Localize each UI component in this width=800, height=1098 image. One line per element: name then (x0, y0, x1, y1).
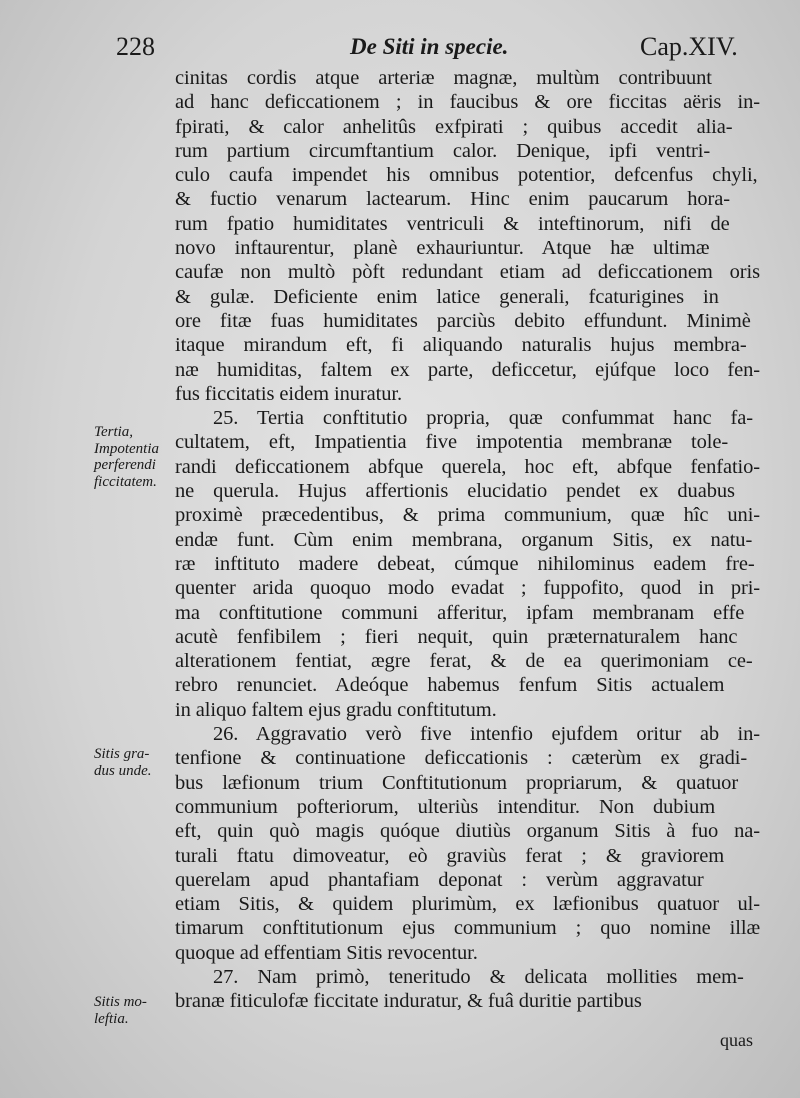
margin-note-tertia (94, 424, 178, 490)
text-line: ad hanc deficcationem ; in faucibus & ore ficcitas aëris in- (175, 91, 760, 114)
body-text (175, 66, 760, 1014)
margin-note-sitis-gradus (94, 746, 178, 779)
text-line: turali ftatu dimoveatur, eò graviùs ferat ; & graviorem (175, 844, 725, 867)
page-header (0, 28, 800, 68)
text-line: & fuctio venarum lactearum. Hinc enim paucarum hora- (175, 188, 731, 211)
text-line: quoque ad effentiam Sitis revocentur. (175, 941, 478, 964)
text-line: communium pofteriorum, ulteriùs intenditur. Non dubium (175, 795, 716, 818)
text-line: tenfione & continuatione deficcationis : cæterùm ex gradi- (175, 747, 748, 770)
text-line: ræ inftituto madere debeat, cúmque nihilominus eadem fre- (175, 552, 755, 575)
text-line: & gulæ. Deficiente enim latice generali, fcaturigines in (175, 285, 719, 308)
text-line: etiam Sitis, & quidem plurimùm, ex læfionibus quatuor ul- (175, 893, 760, 916)
text-line: itaque mirandum eft, fi aliquando naturalis hujus membra- (175, 334, 747, 357)
text-line: timarum conftitutionum ejus communium ; quo nomine illæ (175, 917, 761, 940)
text-line: acutè fenfibilem ; fieri nequit, quin præternaturalem hanc (175, 625, 738, 648)
running-head: De Siti in specie. (350, 34, 509, 59)
text-line: quenter arida quoquo modo evadat ; fuppofito, quod in pri- (175, 577, 761, 600)
text-line: ore fitæ fuas humiditates parciùs debito effundunt. Minimè (175, 309, 751, 332)
text-line: eft, quin quò magis quóque diutiùs organum Sitis à fuo na- (175, 820, 760, 843)
text-line: fus ficcitatis eidem inuratur. (175, 382, 402, 405)
text-line: caufæ non multò pòft redundant etiam ad deficcationem oris (175, 261, 760, 284)
margin-note-line: leftia. (94, 1010, 129, 1027)
catchword: quas (720, 1030, 753, 1050)
text-line: alterationem fentiat, ægre ferat, & de ea querimoniam ce- (175, 650, 753, 673)
text-line: randi deficcationem abfque querela, hoc eft, abfque fenfatio- (175, 455, 761, 478)
text-line: in aliquo faltem ejus gradu conftitutum. (175, 698, 497, 721)
text-line: ma conftitutione communi afferitur, ipfam membranam effe (175, 601, 745, 624)
margin-note-line: perferendi (94, 457, 156, 473)
text-line: querelam apud phantafiam deponat : verùm aggravatur (175, 868, 704, 891)
text-line-paragraph-start: 26. Aggravatio verò five intenfio ejufdem oritur ab in- (213, 723, 761, 746)
text-line: proximè præcedentibus, & prima communium, quæ hîc uni- (175, 504, 761, 527)
text-line: culo caufa impendet his omnibus potentior, defcenfus chyli, (175, 164, 758, 187)
margin-note-line: Sitis mo- (94, 994, 147, 1010)
text-line: rebro renunciet. Adeóque habemus fenfum Sitis actualem (175, 674, 725, 697)
text-line: cinitas cordis atque arteriæ magnæ, multùm contribuunt (175, 67, 712, 89)
margin-note-line: Impotentia (94, 440, 159, 457)
margin-note-sitis-molestia (94, 994, 178, 1027)
text-line: næ humiditas, faltem ex parte, deficcetur, ejúfque loco fen- (175, 358, 760, 381)
text-line: bus læfionum trium Conftitutionum propriarum, & quatuor (175, 771, 739, 794)
text-line-paragraph-start: 25. Tertia conftitutio propria, quæ confummat hanc fa- (213, 407, 753, 430)
margin-note-line: ficcitatem. (94, 473, 157, 490)
text-line: novo inftaurentur, planè exhauriuntur. Atque hæ ultimæ (175, 237, 710, 260)
text-line: ne querula. Hujus affertionis elucidatio pendet ex duabus (175, 480, 735, 503)
page-number: 228 (116, 32, 155, 61)
chapter-label: Cap.XIV. (640, 32, 738, 61)
margin-note-line: Sitis gra- (94, 746, 150, 762)
text-line: fpirati, & calor anhelitûs exfpirati ; quibus accedit alia- (175, 115, 733, 138)
text-line: cultatem, eft, Impatientia five impotentia membranæ tole- (175, 431, 729, 454)
text-line: branæ fiticulofæ ficcitate induratur, & fuâ duritie partibus (175, 990, 642, 1013)
margin-note-line: dus unde. (94, 762, 152, 779)
margin-note-line: Tertia, (94, 424, 134, 440)
text-line: rum fpatio humiditates ventriculi & inteftinorum, nifi de (175, 212, 730, 235)
text-line: endæ funt. Cùm enim membrana, organum Sitis, ex natu- (175, 528, 753, 551)
text-line: rum partium circumftantium calor. Denique, ipfi ventri- (175, 139, 711, 162)
text-line-paragraph-start: 27. Nam primò, teneritudo & delicata mollities mem- (213, 965, 744, 988)
